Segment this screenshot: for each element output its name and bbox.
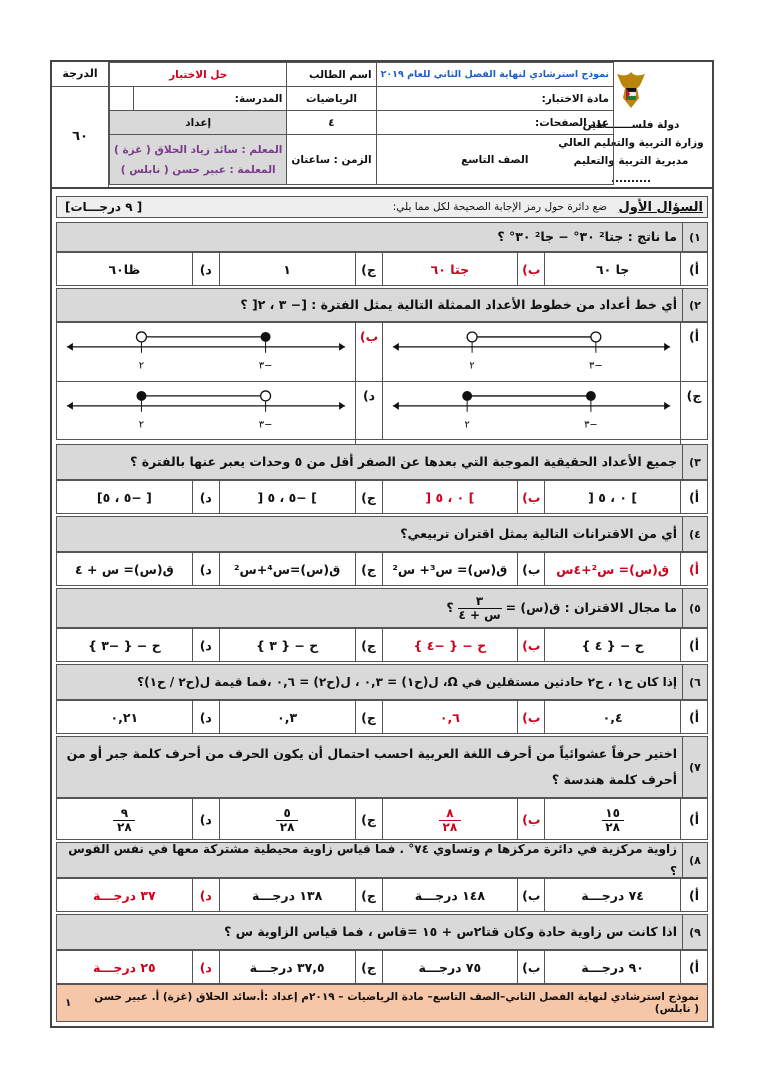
option-label: ب) <box>517 879 544 911</box>
question-9-options <box>56 950 708 984</box>
option-value: ٠,٢١ <box>110 709 139 725</box>
option-value: ٠,٤ <box>602 709 623 725</box>
option-label: ب) <box>517 481 544 513</box>
question-1-options <box>56 252 708 286</box>
question-8-options <box>56 878 708 912</box>
option-a[interactable] <box>544 253 707 285</box>
number-line-b <box>57 323 355 381</box>
option-label: أ) <box>680 951 707 983</box>
option-d[interactable] <box>57 553 219 585</box>
subject-label: مادة الاختبار: <box>376 87 613 111</box>
question-6 <box>56 664 708 700</box>
pages-label: عدد الصفحات: <box>376 111 613 135</box>
question-number: ٧) <box>682 737 707 797</box>
question-text: ما ناتج : جتا² ٣٠° − جا² ٣٠° ؟ <box>497 229 677 244</box>
grade-column <box>52 62 109 187</box>
question-text: اذا كانت س زاوية حادة وكان قتا٢س + ١٥ =قاس ، فما قياس الزاوية س ؟ <box>224 924 677 939</box>
option-label: ب) <box>517 951 544 983</box>
option-fraction <box>439 807 461 834</box>
option-value: ١٣٨ درجـــة <box>251 887 323 903</box>
option-b[interactable] <box>382 879 545 911</box>
eagle-emblem-icon <box>611 68 651 112</box>
option-b[interactable] <box>382 629 545 661</box>
option-label: أ) <box>680 879 707 911</box>
option-label: د) <box>192 253 219 285</box>
fraction-denominator: ٢٨ <box>279 819 295 834</box>
option-c[interactable] <box>219 951 382 983</box>
option-label: ب) <box>517 253 544 285</box>
section-header <box>56 196 708 218</box>
option-label: ب) <box>517 799 544 839</box>
number-line-d <box>57 382 355 440</box>
option-label: د) <box>355 382 382 446</box>
option-b[interactable] <box>382 253 545 285</box>
option-a[interactable] <box>544 951 707 983</box>
section-title: السؤال الأول <box>618 200 703 215</box>
option-label: ج) <box>355 879 382 911</box>
fraction-denominator: ٢٨ <box>605 819 620 834</box>
model-title: نموذج استرشادي لنهاية الفصل الثاني للعام ٢٠١٩ <box>376 63 613 87</box>
question-4-options <box>56 552 708 586</box>
question-3-options <box>56 480 708 514</box>
option-a[interactable] <box>544 629 707 661</box>
option-value: ٩٠ درجـــة <box>581 959 644 975</box>
number-line-c <box>383 382 680 440</box>
option-c[interactable] <box>219 481 382 513</box>
option-label: ج) <box>355 253 382 285</box>
school-value <box>110 87 134 111</box>
option-value: [ −٥ ، ٥] <box>96 489 152 505</box>
option-c[interactable] <box>219 553 382 585</box>
option-value: ٣٧ درجـــة <box>93 887 156 903</box>
tick-label: −٣ <box>589 360 603 372</box>
option-value: ] −٥ ، ٥ [ <box>257 489 317 505</box>
option-label: ب) <box>355 323 382 387</box>
option-b[interactable] <box>382 481 545 513</box>
question-number: ٥) <box>682 589 707 627</box>
option-c[interactable] <box>219 879 382 911</box>
option-value: ١ <box>283 261 291 277</box>
option-d[interactable] <box>57 951 219 983</box>
directorate-name: مديرية التربية والتعليم .......... <box>573 155 689 185</box>
option-label: د) <box>192 951 219 983</box>
option-value: ٠,٣ <box>277 709 298 725</box>
option-fraction <box>276 807 298 834</box>
grade-value: ٦٠ <box>72 129 88 144</box>
question-1 <box>56 222 708 252</box>
option-label: أ) <box>680 481 707 513</box>
option-label: أ) <box>680 553 707 585</box>
option-label: أ) <box>680 253 707 285</box>
option-value: ق(س)= س + ٤ <box>75 561 174 577</box>
option-b[interactable] <box>57 323 382 382</box>
option-c[interactable] <box>382 382 707 440</box>
question-4 <box>56 516 708 552</box>
option-value: ٧٤ درجـــة <box>581 887 644 903</box>
option-label: د) <box>192 879 219 911</box>
option-value: ح − { −٤ } <box>413 637 487 653</box>
option-c[interactable] <box>219 799 382 839</box>
footer-text: نموذج استرشادي لنهاية الفصل الثاني–الصف التاسع– مادة الرياضيات – ٢٠١٩م إعداد :أ.سائد الحلاق (غزة) أ. عبير حسن ( نابلس) <box>94 991 699 1015</box>
option-label: أ) <box>680 799 707 839</box>
question-2-options <box>56 322 708 440</box>
question-8 <box>56 842 708 878</box>
option-label: د) <box>192 553 219 585</box>
option-label: ب) <box>517 629 544 661</box>
option-value: جا ٦٠ <box>595 261 630 277</box>
question-text: ما مجال الاقتران : ق(س) = $\frac{٣}{\text{س + ٤}}$ ؟ <box>446 593 677 622</box>
tick-label: ٢ <box>469 360 475 372</box>
question-9 <box>56 914 708 950</box>
tick-label: ٢ <box>138 419 145 431</box>
option-b[interactable] <box>382 799 545 839</box>
section-instruction: ضع دائرة حول رمز الإجابة الصحيحة لكل مما يلي: <box>392 201 607 213</box>
pages-value: ٤ <box>287 111 376 135</box>
page-number: ١ <box>65 997 72 1009</box>
tick-label: ٢ <box>138 360 145 372</box>
option-fraction <box>113 807 135 834</box>
question-text: إذا كان ح١ ، ح٢ حادثين مستقلين في Ω، ل(ح١) = ٠,٣ ، ل(ح٢) = ٠,٦ ،فما قيمة ل(ح٢ / ح١)؟ <box>137 675 677 689</box>
question-7 <box>56 736 708 798</box>
option-b[interactable] <box>382 951 545 983</box>
option-d[interactable] <box>57 629 219 661</box>
question-7-options <box>56 798 708 840</box>
question-number: ٦) <box>682 665 707 699</box>
prepared-label: إعداد <box>110 111 287 135</box>
option-label: د) <box>192 701 219 733</box>
ministry-name: وزارة التربية والتعليم العالي <box>558 137 704 149</box>
tick-label: −٣ <box>258 360 273 372</box>
option-a[interactable] <box>544 799 707 839</box>
option-d[interactable] <box>57 701 219 733</box>
grade-label: الدرجة <box>52 62 108 87</box>
option-value: ] ٠ ، ٥ [ <box>588 489 638 505</box>
question-number: ٩) <box>682 915 707 949</box>
option-value: ٢٥ درجـــة <box>93 959 156 975</box>
option-value: ١٤٨ درجـــة <box>414 887 485 903</box>
fraction-numerator: ٥ <box>283 805 291 820</box>
option-c[interactable] <box>219 701 382 733</box>
option-a[interactable] <box>544 701 707 733</box>
exam-header <box>52 62 712 189</box>
school-label: المدرسة: <box>134 87 287 111</box>
fraction-denominator: ٢٨ <box>117 819 132 834</box>
subject-value: الرياضيات <box>287 87 376 111</box>
teachers-cell <box>110 135 287 185</box>
option-fraction <box>602 807 624 834</box>
option-value: ظا٦٠ <box>108 261 141 277</box>
option-c[interactable] <box>219 253 382 285</box>
function-fraction <box>458 595 502 622</box>
header-info-table <box>109 62 614 185</box>
question-text: زاوية مركزية في دائرة مركزها م وتساوي ٧٤° . فما قياس زاوية محيطية مشتركة معها في نفس القوس ؟ <box>68 842 677 878</box>
option-value: ] ٠ ، ٥ [ <box>425 489 475 505</box>
option-value: ٣٧,٥ درجـــة <box>249 959 325 975</box>
option-d[interactable] <box>57 481 219 513</box>
option-value: ح − { −٣ } <box>87 637 161 653</box>
option-label: د) <box>192 629 219 661</box>
number-line-a <box>383 323 680 381</box>
option-c[interactable] <box>219 629 382 661</box>
option-label: أ) <box>680 323 707 387</box>
option-label: ب) <box>517 553 544 585</box>
question-text: اختير حرفاً عشوائياً من أحرف اللغة العربية احسب احتمال أن يكون الحرف من أحرف كلمة جبر أو من أحرف كلمة هندسة ؟ <box>66 746 677 787</box>
option-a[interactable] <box>544 879 707 911</box>
page-footer <box>56 984 708 1022</box>
question-number: ٤) <box>682 517 707 551</box>
option-a[interactable] <box>544 481 707 513</box>
option-value: جتا ٦٠ <box>430 261 470 277</box>
question-number: ٢) <box>682 289 707 321</box>
question-6-options <box>56 700 708 734</box>
option-label: ج) <box>355 799 382 839</box>
teacher-2: المعلمة : عبير حسن ( نابلس ) <box>120 163 276 176</box>
student-name-label: اسم الطالب <box>287 63 376 87</box>
class-label: الصف التاسع <box>376 135 613 185</box>
option-value: ح − { ٤ } <box>581 637 644 653</box>
question-3 <box>56 444 708 480</box>
fraction-numerator: ٣ <box>475 593 484 608</box>
option-value: ق(س)= س³+ س² <box>392 561 508 577</box>
section-marks: [ ٩ درجـــات] <box>65 200 143 214</box>
question-5 <box>56 588 708 628</box>
tick-label: −٣ <box>584 419 598 431</box>
option-value: ٠,٦ <box>439 709 460 725</box>
question-5-options <box>56 628 708 662</box>
option-label: ج) <box>355 553 382 585</box>
option-value: ٧٥ درجـــة <box>418 959 482 975</box>
question-number: ١) <box>682 223 707 251</box>
option-d[interactable] <box>57 382 382 440</box>
option-label: د) <box>192 799 219 839</box>
option-a[interactable] <box>544 553 707 585</box>
option-d[interactable] <box>57 799 219 839</box>
question-number: ٨) <box>682 843 707 877</box>
option-a[interactable] <box>382 323 707 382</box>
question-text: جميع الأعداد الحقيقية الموجبة التي بعدها عن الصفر أقل من ٥ وحدات يعبر عنها بالفترة ؟ <box>130 454 677 469</box>
country-name: دولة فلســـــــطين <box>582 119 680 131</box>
tick-label: ٢ <box>464 419 470 431</box>
option-value: ق(س)=س⁴+س² <box>233 561 341 577</box>
tick-label: −٣ <box>258 419 273 431</box>
fraction-numerator: ٩ <box>120 805 129 820</box>
option-value: ح − { ٣ } <box>255 637 319 653</box>
option-d[interactable] <box>57 879 219 911</box>
option-d[interactable] <box>57 253 219 285</box>
option-label: ج) <box>680 382 707 446</box>
option-label: أ) <box>680 629 707 661</box>
option-b[interactable] <box>382 553 545 585</box>
exam-page <box>50 60 714 1028</box>
option-label: ب) <box>517 701 544 733</box>
fraction-denominator: ٢٨ <box>442 819 458 834</box>
option-label: ج) <box>355 629 382 661</box>
fraction-numerator: ٨ <box>446 805 454 820</box>
teacher-1: المعلم : سائد زياد الحلاق ( غزة ) <box>114 143 283 156</box>
option-b[interactable] <box>382 701 545 733</box>
fraction-numerator: ١٥ <box>605 805 620 820</box>
option-label: ج) <box>355 481 382 513</box>
option-label: ج) <box>355 701 382 733</box>
option-value: ق(س)= س²+٤س <box>556 561 670 577</box>
time-label: الزمن : ساعتان <box>287 135 376 185</box>
option-label: د) <box>192 481 219 513</box>
question-2 <box>56 288 708 322</box>
student-name-value: حل الاختبار <box>110 63 287 87</box>
option-label: أ) <box>680 701 707 733</box>
question-number: ٣) <box>682 445 707 479</box>
fraction-denominator: س + ٤ <box>458 607 501 622</box>
question-text: أي خط أعداد من خطوط الأعداد الممثلة التالية يمثل الفترة : [− ٣ ، ٢[ ؟ <box>240 297 677 312</box>
question-text: أي من الاقترانات التالية يمثل اقتران تربيعي؟ <box>400 526 677 541</box>
option-label: ج) <box>355 951 382 983</box>
